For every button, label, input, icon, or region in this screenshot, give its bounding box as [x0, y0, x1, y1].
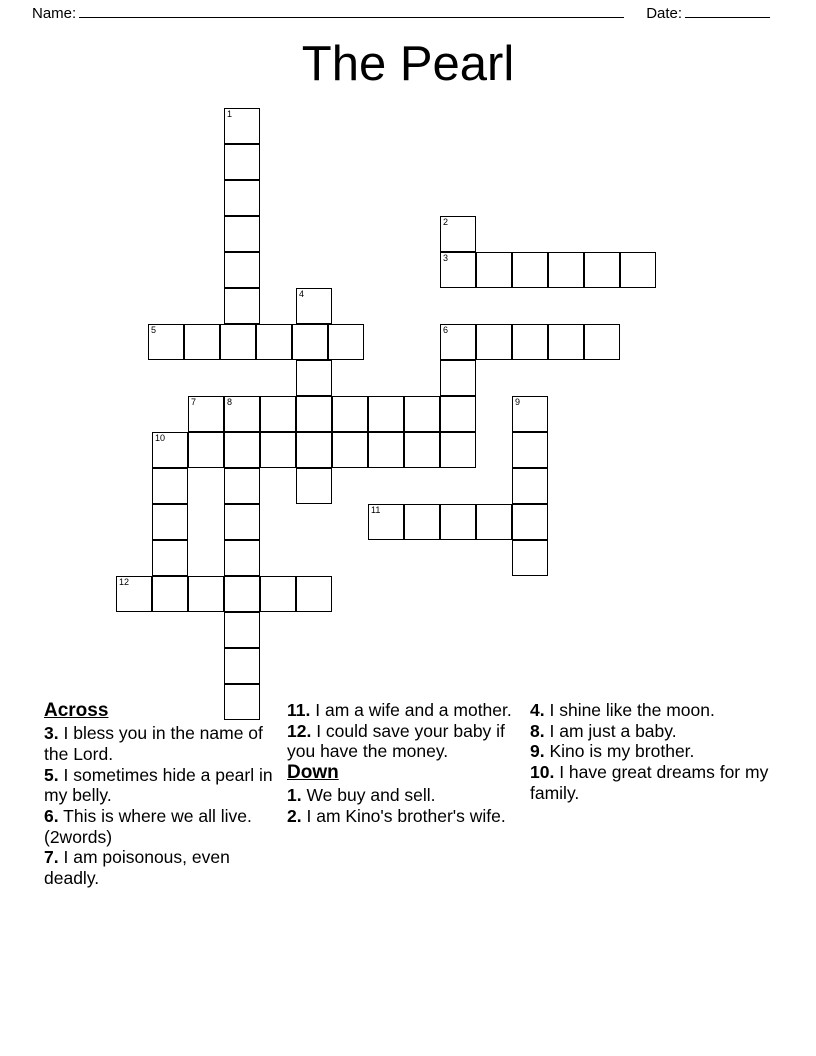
- crossword-cell[interactable]: [584, 252, 620, 288]
- clue-number: 7.: [44, 847, 59, 868]
- crossword-cell[interactable]: [224, 540, 260, 576]
- crossword-cell[interactable]: [404, 432, 440, 468]
- crossword-cell[interactable]: [512, 504, 548, 540]
- cell-number: 1: [227, 109, 233, 119]
- crossword-cell[interactable]: [224, 504, 260, 540]
- clue-down-8: [530, 721, 780, 742]
- clue-number: 8.: [530, 720, 545, 741]
- clue-number: 10.: [530, 761, 555, 782]
- clue-number: 11.: [287, 700, 311, 720]
- name-date-header: [32, 4, 784, 26]
- clue-number: 9.: [530, 741, 545, 762]
- crossword-cell[interactable]: [512, 324, 548, 360]
- crossword-cell[interactable]: [188, 576, 224, 612]
- crossword-cell[interactable]: [224, 288, 260, 324]
- crossword-cell[interactable]: [296, 432, 332, 468]
- crossword-cell[interactable]: [584, 324, 620, 360]
- crossword-cell[interactable]: [548, 252, 584, 288]
- crossword-cell[interactable]: [440, 504, 476, 540]
- crossword-cell[interactable]: [440, 324, 476, 360]
- crossword-cell[interactable]: [296, 576, 332, 612]
- clue-column-1: [44, 700, 287, 990]
- crossword-cell[interactable]: [116, 576, 152, 612]
- cell-number: 10: [155, 433, 166, 443]
- crossword-grid[interactable]: [0, 108, 816, 698]
- crossword-cell[interactable]: [548, 324, 584, 360]
- crossword-cell[interactable]: [512, 468, 548, 504]
- across-heading: Across: [44, 700, 109, 721]
- crossword-cell[interactable]: [152, 504, 188, 540]
- clue-down-10: [530, 762, 780, 803]
- cell-number: 6: [443, 325, 449, 335]
- crossword-cell[interactable]: [188, 432, 224, 468]
- date-label: Date:: [646, 5, 683, 22]
- cell-number: 5: [151, 325, 157, 335]
- clue-text: We buy and sell.: [306, 785, 436, 806]
- name-label: Name:: [32, 5, 77, 22]
- crossword-cell[interactable]: [440, 252, 476, 288]
- crossword-cell[interactable]: [224, 468, 260, 504]
- crossword-cell[interactable]: [332, 396, 368, 432]
- name-input-line[interactable]: [79, 4, 624, 18]
- clue-text: I shine like the moon.: [549, 700, 715, 720]
- crossword-cell[interactable]: [368, 432, 404, 468]
- clue-across-5: [44, 765, 287, 806]
- cell-number: 11: [371, 505, 381, 515]
- crossword-cell[interactable]: [296, 396, 332, 432]
- clue-text: I have great dreams for my family.: [530, 761, 769, 803]
- crossword-cell[interactable]: [260, 396, 296, 432]
- clue-number: 2.: [287, 805, 302, 826]
- crossword-cell[interactable]: [224, 216, 260, 252]
- crossword-cell[interactable]: [296, 468, 332, 504]
- crossword-cell[interactable]: [296, 288, 332, 324]
- clue-text: I sometimes hide a pearl in my belly.: [44, 764, 273, 806]
- crossword-cell[interactable]: [188, 396, 224, 432]
- clue-list: [44, 700, 784, 990]
- page-title: The Pearl: [301, 37, 515, 91]
- cell-number: 12: [119, 577, 130, 587]
- crossword-cell[interactable]: [440, 396, 476, 432]
- crossword-cell[interactable]: [404, 396, 440, 432]
- crossword-cell[interactable]: [620, 252, 656, 288]
- crossword-cell[interactable]: [152, 432, 188, 468]
- clue-text: This is where we all live. (2words): [44, 805, 252, 847]
- clue-column-3: [530, 700, 780, 990]
- crossword-cell[interactable]: [224, 576, 260, 612]
- crossword-cell[interactable]: [152, 540, 188, 576]
- clue-number: 4.: [530, 700, 545, 720]
- crossword-cell[interactable]: [224, 252, 260, 288]
- crossword-cell[interactable]: [260, 432, 296, 468]
- crossword-cell[interactable]: [368, 504, 404, 540]
- crossword-cell[interactable]: [440, 216, 476, 252]
- clue-text: Kino is my brother.: [549, 741, 695, 762]
- clue-across-6: [44, 806, 287, 847]
- cell-number: 4: [299, 289, 305, 299]
- crossword-cell[interactable]: [224, 612, 260, 648]
- clue-number: 12.: [287, 720, 312, 741]
- crossword-cell[interactable]: [440, 432, 476, 468]
- clue-number: 6.: [44, 805, 59, 826]
- clue-text: I am poisonous, even deadly.: [44, 847, 230, 888]
- crossword-cell[interactable]: [292, 324, 328, 360]
- cell-number: 3: [443, 253, 449, 263]
- clue-text: I am a wife and a mother.: [315, 700, 512, 720]
- crossword-cell[interactable]: [476, 504, 512, 540]
- clue-across-11: [287, 700, 530, 721]
- crossword-cell[interactable]: [332, 432, 368, 468]
- crossword-cell[interactable]: [152, 468, 188, 504]
- clue-column-2: [287, 700, 530, 990]
- crossword-cell[interactable]: [224, 396, 260, 432]
- cell-number: 8: [227, 397, 233, 407]
- crossword-cell[interactable]: [220, 324, 256, 360]
- cell-number: 9: [515, 397, 521, 407]
- clue-number: 1.: [287, 785, 302, 806]
- cell-number: 7: [191, 397, 197, 407]
- clue-text: I could save your baby if you have the money.: [287, 720, 505, 762]
- clue-across-3: [44, 723, 287, 764]
- clue-across-12: [287, 721, 530, 762]
- crossword-cell[interactable]: [184, 324, 220, 360]
- crossword-cell[interactable]: [224, 180, 260, 216]
- clue-down-2: [287, 806, 530, 827]
- crossword-cell[interactable]: [476, 252, 512, 288]
- cell-number: 2: [443, 217, 449, 227]
- crossword-cell[interactable]: [224, 144, 260, 180]
- date-input-line[interactable]: [685, 4, 770, 18]
- crossword-cell[interactable]: [224, 648, 260, 684]
- clue-text: I am just a baby.: [549, 720, 677, 741]
- crossword-cell[interactable]: [256, 324, 292, 360]
- clue-down-9: [530, 741, 780, 762]
- crossword-cell[interactable]: [148, 324, 184, 360]
- crossword-cell[interactable]: [368, 396, 404, 432]
- clue-number: 5.: [44, 764, 59, 785]
- crossword-cell[interactable]: [296, 360, 332, 396]
- crossword-cell[interactable]: [224, 108, 260, 144]
- crossword-cell[interactable]: [512, 252, 548, 288]
- crossword-cell[interactable]: [224, 432, 260, 468]
- crossword-cell[interactable]: [328, 324, 364, 360]
- down-heading: Down: [287, 761, 339, 783]
- crossword-cell[interactable]: [152, 576, 188, 612]
- crossword-cell[interactable]: [512, 432, 548, 468]
- crossword-cell[interactable]: [512, 540, 548, 576]
- crossword-cell[interactable]: [512, 396, 548, 432]
- clue-down-4: [530, 700, 780, 721]
- clue-number: 3.: [44, 723, 59, 744]
- clue-text: I am Kino's brother's wife.: [306, 805, 506, 826]
- clue-text: I bless you in the name of the Lord.: [44, 723, 263, 765]
- crossword-cell[interactable]: [404, 504, 440, 540]
- crossword-cell[interactable]: [260, 576, 296, 612]
- crossword-cell[interactable]: [476, 324, 512, 360]
- clue-across-7: [44, 847, 287, 888]
- clue-down-1: [287, 785, 530, 806]
- crossword-cell[interactable]: [440, 360, 476, 396]
